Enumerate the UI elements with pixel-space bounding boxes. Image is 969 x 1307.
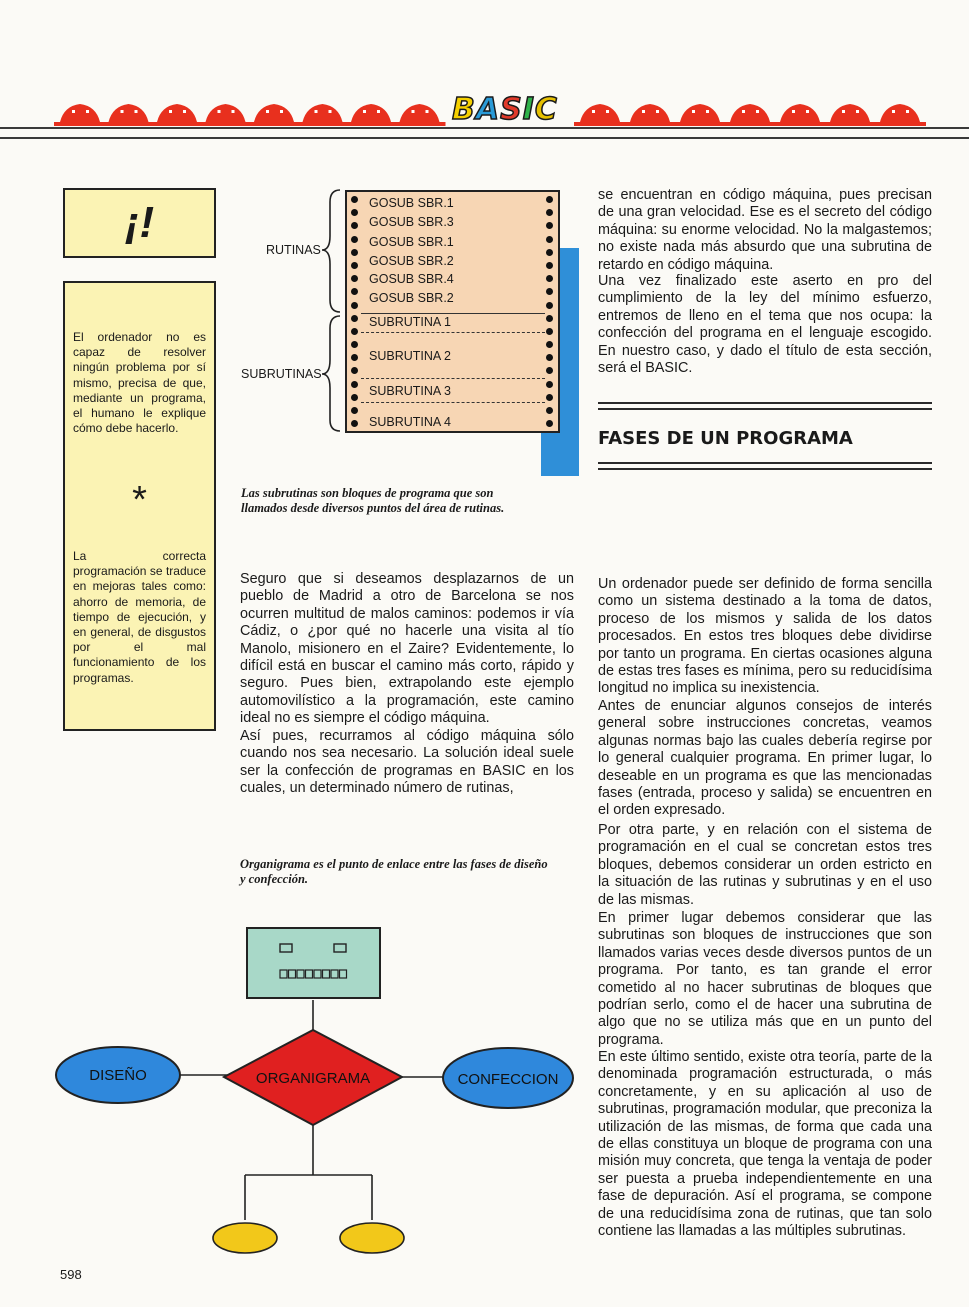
- mascot-icon: [624, 104, 676, 126]
- diagram2-caption: Organigrama es el punto de enlace entre las fases de diseño y confección.: [240, 857, 548, 886]
- feed-hole: [351, 236, 358, 243]
- right-paragraph-3: Un ordenador puede ser definido de forma sencilla como un sistema destinado a la toma de datos, proceso de los mismos y salida de los datos procesados. En estos tres bloques debe dividirse por tanto un programa. En ciertas ocasiones alguna de estas tres fases es mínima, pero su reducidísima longitud no implica su inexistencia.: [598, 576, 932, 697]
- sidebar-star: *: [132, 479, 147, 521]
- subrutinas-label: SUBRUTINAS: [241, 367, 322, 381]
- mascot-icon: [574, 104, 626, 126]
- heading-rule-bottom-2: [598, 468, 932, 470]
- feed-hole: [546, 222, 553, 229]
- organigram-diagram: [50, 920, 580, 1265]
- feed-hole: [546, 420, 553, 427]
- feed-hole: [546, 236, 553, 243]
- gosub-line: GOSUB SBR.1: [369, 235, 454, 249]
- middle-paragraph-2: Así pues, recurramos al código máquina sólo cuando nos sea necesario. La solución ideal suele ser la confección de programas en BASIC en los cuales, un determinado número de rutinas,: [240, 728, 574, 797]
- feed-hole: [546, 354, 553, 361]
- mascot-icon: [54, 104, 106, 126]
- yellow-ellipse-left: [213, 1223, 277, 1253]
- right-paragraph-1: se encuentran en código máquina, pues precisan de una gran velocidad. Ese es el secreto del código máquina: su enorme velocidad. No la malgastemos; no existe nada más absurdo que una subrutina de retardo en código máquina.: [598, 187, 932, 273]
- gosub-line: GOSUB SBR.2: [369, 291, 454, 305]
- mascot-icon: [874, 104, 926, 126]
- diagram1-caption: Las subrutinas son bloques de programa que son llamados desde diversos puntos del área de rutinas.: [241, 486, 505, 515]
- section-heading: FASES DE UN PROGRAMA: [598, 428, 853, 449]
- subroutine-divider: [361, 332, 545, 333]
- feed-hole: [546, 407, 553, 414]
- confeccion-label: CONFECCION: [457, 1071, 559, 1088]
- feed-hole: [351, 315, 358, 322]
- right-feed-holes: [546, 196, 554, 433]
- mascot-icon: [248, 104, 300, 126]
- heading-rule-top-1: [598, 402, 932, 404]
- right-paragraph-7: En este último sentido, existe otra teoría, parte de la denominada programación estructurada, o más concretamente, y en su aplicación al uso de subrutinas, programación modular, que preconiza la utilización de las mismas, de forma que cada una de ellas constituya un bloque de programa con una misión muy concreta, que tenga la ventaja de poder ser puesta a prueba independientemente en una fase de depuración. Así el programa, se compone de una reducidísima zona de rutinas, que tan solo contiene las llamadas a las múltiples subrutinas.: [598, 1049, 932, 1240]
- sidebar-title: ¡!: [63, 188, 216, 258]
- yellow-ellipse-right: [340, 1223, 404, 1253]
- feed-hole: [351, 249, 358, 256]
- feed-hole: [546, 262, 553, 269]
- gosub-line: GOSUB SBR.2: [369, 254, 454, 268]
- right-paragraph-6: En primer lugar debemos considerar que las subrutinas son bloques de instrucciones que son llamados varias veces desde diversos puntos de un programa. Por tanto, es tan grande el error cometido al no hacer subrutinas de bloques que podrían serlo, como el de hacer una subrutina de algo que no se utiliza más que en un punto del programa.: [598, 910, 932, 1048]
- feed-hole: [351, 209, 358, 216]
- sidebar-text-2: La correcta programación se traduce en mejoras tales como: ahorro de memoria, de tiempo de ejecución, y en general, de disgustos por el mal funcionamiento de los programas.: [73, 549, 206, 685]
- subroutine-label: SUBRUTINA 4: [369, 415, 451, 429]
- feed-hole: [546, 209, 553, 216]
- feed-hole: [546, 328, 553, 335]
- feed-hole: [351, 341, 358, 348]
- subroutine-divider: [361, 402, 545, 403]
- feed-hole: [546, 302, 553, 309]
- mascot-icon: [674, 104, 726, 126]
- header-rule-top: [0, 127, 969, 129]
- feed-hole: [546, 249, 553, 256]
- subroutine-label: SUBRUTINA 3: [369, 384, 451, 398]
- right-paragraph-4: Antes de enunciar algunos consejos de interés general sobre instrucciones concretas, veamos algunas normas bajo las cuales debería regirse por lo general cualquier programa. En primer lugar, lo deseable en un programa es que las mencionadas fases (entrada, proceso y salida) se encuentren en el orden expresado.: [598, 698, 932, 819]
- program-listing-paper: [345, 190, 560, 433]
- gosub-line: GOSUB SBR.4: [369, 272, 454, 286]
- mascot-icon: [151, 104, 203, 126]
- feed-hole: [351, 196, 358, 203]
- feed-hole: [351, 302, 358, 309]
- mascot-icon: [824, 104, 876, 126]
- left-feed-holes: [351, 196, 359, 433]
- header-rule-bottom: [0, 137, 969, 139]
- page-number: 598: [60, 1267, 82, 1282]
- right-paragraph-5: Por otra parte, y en relación con el sistema de programación en el cual se concretan estos tres bloques, debemos considerar un orden estricto en la situación de las rutinas y subrutinas y en el uso de las mismas.: [598, 822, 932, 908]
- subroutine-divider: [361, 378, 545, 379]
- basic-logo: BASIC: [452, 92, 558, 127]
- feed-hole: [546, 275, 553, 282]
- feed-hole: [351, 420, 358, 427]
- feed-hole: [546, 315, 553, 322]
- mascot-icon: [774, 104, 826, 126]
- feed-hole: [351, 394, 358, 401]
- feed-hole: [546, 196, 553, 203]
- gosub-line: GOSUB SBR.1: [369, 196, 454, 210]
- mascot-icon: [200, 104, 252, 126]
- mascot-icon: [103, 104, 155, 126]
- feed-hole: [351, 262, 358, 269]
- diseno-label: DISEÑO: [89, 1067, 147, 1084]
- mascot-icon: [724, 104, 776, 126]
- feed-hole: [546, 394, 553, 401]
- feed-hole: [546, 341, 553, 348]
- feed-hole: [351, 288, 358, 295]
- heading-rule-bottom-1: [598, 462, 932, 464]
- right-paragraph-2: Una vez finalizado este aserto en pro del cumplimiento de la ley del mínimo esfuerzo, entremos de lleno en el tema que nos ocupa: la confección del programa en el lenguaje escogido. En nuestro caso, y dado el título de esta sección, será el BASIC.: [598, 273, 932, 377]
- feed-hole: [546, 367, 553, 374]
- computer-screen-shape: [247, 928, 380, 998]
- brace-icons: [318, 188, 346, 433]
- mascot-icon: [345, 104, 397, 126]
- mascot-icon: [297, 104, 349, 126]
- feed-hole: [351, 407, 358, 414]
- sidebar-text-1: El ordenador no es capaz de resolver ningún problema por sí mismo, precisa de que, mediante un programa, el humano le explique cómo debe hacerlo.: [73, 330, 206, 436]
- feed-hole: [546, 288, 553, 295]
- subroutine-label: SUBRUTINA 1: [369, 315, 451, 329]
- middle-paragraph-1: Seguro que si deseamos desplazarnos de un pueblo de Madrid a otro de Barcelona se nos ocurren multitud de malos caminos: podemos ir vía Cádiz, o ¿por qué no hacerle una visita al tío Manolo, misionero en el Zaire? Evidentemente, lo difícil está en buscar el camino más corto, rápido y seguro. Pues bien, extrapolando este ejemplo automovilístico a la programación, este camino ideal no es siempre el código máquina.: [240, 571, 574, 727]
- organigrama-label: ORGANIGRAMA: [255, 1070, 371, 1087]
- mascot-icon: [394, 104, 446, 126]
- sidebar-box: [63, 281, 216, 731]
- feed-hole: [351, 275, 358, 282]
- section-divider: [361, 313, 545, 314]
- feed-hole: [351, 328, 358, 335]
- feed-hole: [546, 381, 553, 388]
- feed-hole: [351, 354, 358, 361]
- feed-hole: [351, 381, 358, 388]
- feed-hole: [351, 222, 358, 229]
- gosub-line: GOSUB SBR.3: [369, 215, 454, 229]
- heading-rule-top-2: [598, 408, 932, 410]
- rutinas-label: RUTINAS: [266, 243, 321, 257]
- feed-hole: [351, 367, 358, 374]
- subroutine-label: SUBRUTINA 2: [369, 349, 451, 363]
